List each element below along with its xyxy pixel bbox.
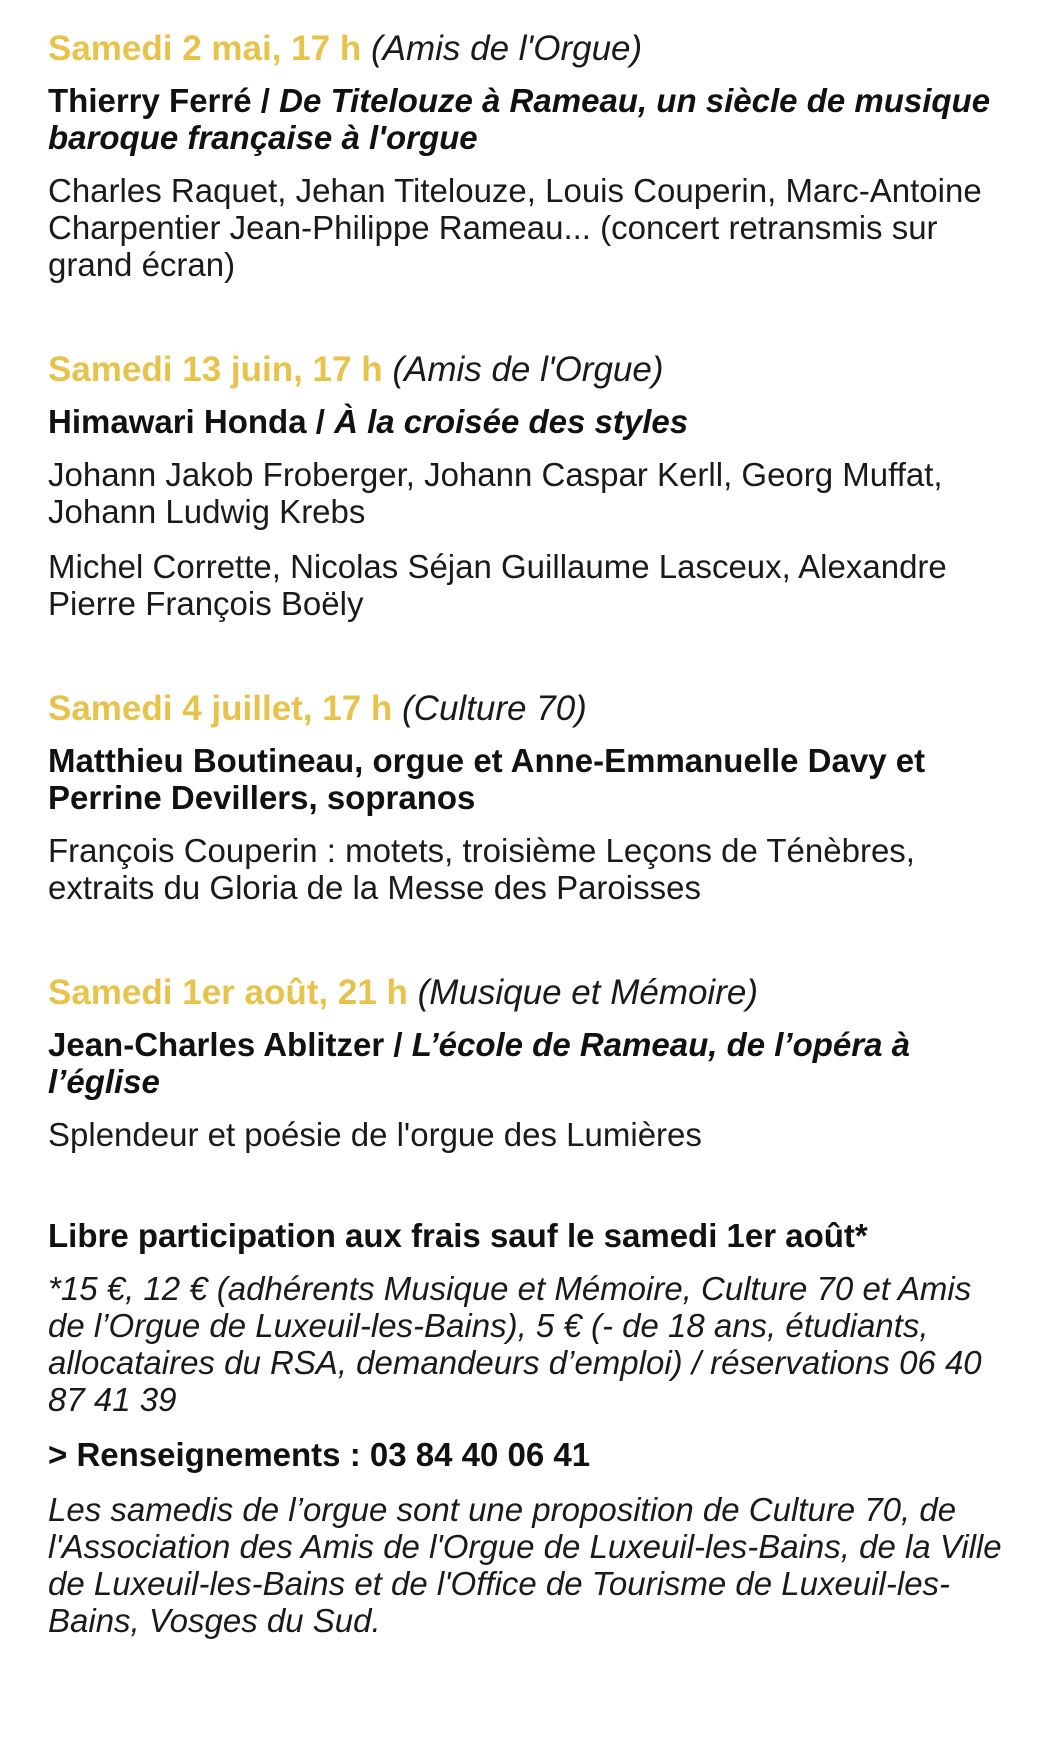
event-description: Charles Raquet, Jehan Titelouze, Louis Couperin, Marc-Antoine Charpentier Jean-Philippe Rameau... (concert retransmis sur grand écran): [48, 172, 982, 283]
event-item: [48, 686, 1004, 906]
event-organizer: (Amis de l'Orgue): [370, 29, 643, 68]
event-description: Splendeur et poésie de l'orgue des Lumières: [48, 1116, 702, 1153]
event-item: [48, 970, 1004, 1153]
event-header: [48, 347, 1004, 393]
event-work: À la croisée des styles: [334, 403, 689, 440]
event-date: Samedi 4 juillet, 17 h: [48, 689, 393, 728]
contact-info: > Renseignements : 03 84 40 06 41: [48, 1436, 591, 1473]
event-item: [48, 347, 1004, 622]
event-performer: Matthieu Boutineau, orgue et Anne-Emmanuelle Davy et Perrine Devillers, sopranos: [48, 742, 926, 816]
event-date: Samedi 2 mai, 17 h: [48, 29, 362, 68]
event-title: [48, 403, 1004, 440]
event-performer: Himawari Honda /: [48, 403, 335, 440]
event-title: [48, 1026, 1004, 1100]
event-organizer: (Amis de l'Orgue): [392, 350, 664, 389]
event-performer: Thierry Ferré /: [48, 82, 280, 119]
event-header: [48, 26, 1004, 72]
event-description: Michel Corrette, Nicolas Séjan Guillaume Lasceux, Alexandre Pierre François Boëly: [48, 548, 947, 622]
event-performer: Jean-Charles Ablitzer /: [48, 1026, 412, 1063]
organizers-credits: Les samedis de l’orgue sont une proposition de Culture 70, de l'Association des Amis de l'Orgue de Luxeuil-les-Bains, de la Ville de Luxeuil-les-Bains et de l'Office de Tourisme de Luxeuil-les-Bains, Vosges du Sud.: [48, 1491, 1002, 1639]
event-title: [48, 742, 1004, 816]
event-description: François Couperin : motets, troisième Leçons de Ténèbres, extraits du Gloria de la Messe des Paroisses: [48, 832, 915, 906]
event-title: [48, 82, 1004, 156]
event-header: [48, 970, 1004, 1016]
event-date: Samedi 13 juin, 17 h: [48, 350, 383, 389]
participation-note: Libre participation aux frais sauf le samedi 1er août*: [48, 1217, 868, 1254]
price-details: *15 €, 12 € (adhérents Musique et Mémoire, Culture 70 et Amis de l’Orgue de Luxeuil-les-Bains), 5 € (- de 18 ans, étudiants, allocataires du RSA, demandeurs d’emploi) / réservations 06 40 87 41 39: [48, 1270, 982, 1418]
event-organizer: (Musique et Mémoire): [417, 973, 758, 1012]
event-organizer: (Culture 70): [402, 689, 587, 728]
event-work: De Titelouze à Rameau, un siècle de musique baroque française à l'orgue: [48, 82, 991, 156]
event-header: [48, 686, 1004, 732]
event-item: [48, 26, 1004, 283]
event-work: L’école de Rameau, de l’opéra à l’église: [48, 1026, 910, 1100]
event-date: Samedi 1er août, 21 h: [48, 973, 408, 1012]
practical-info: [48, 1217, 1004, 1639]
event-description: Johann Jakob Froberger, Johann Caspar Kerll, Georg Muffat, Johann Ludwig Krebs: [48, 456, 943, 530]
